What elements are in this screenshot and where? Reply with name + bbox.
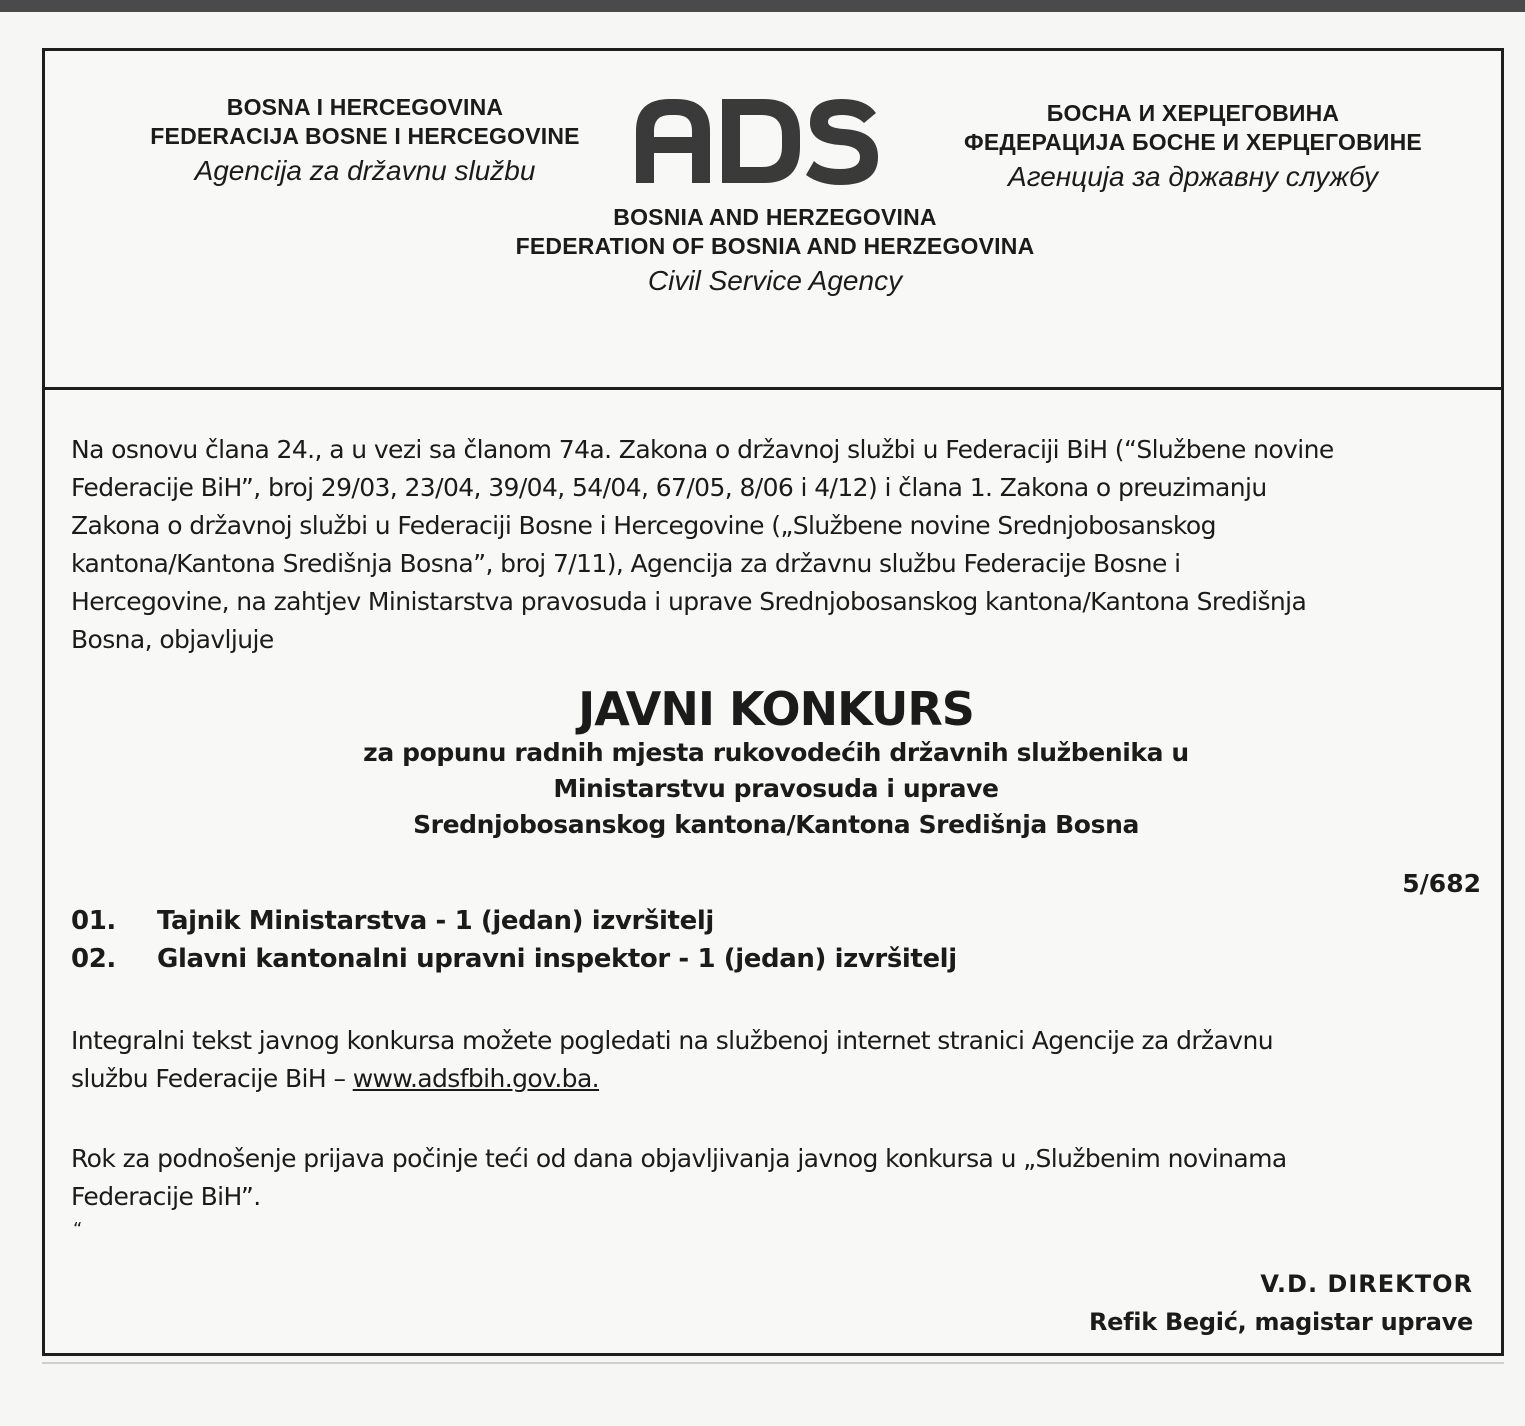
list-item [71, 902, 1481, 940]
header-cyrillic-block [913, 99, 1473, 194]
intro-paragraph [71, 431, 1481, 659]
list-item [71, 940, 1481, 978]
notice-header [45, 51, 1501, 390]
scan-bottom-edge [42, 1362, 1504, 1364]
notice-title: JAVNI KONKURS [578, 682, 974, 736]
header-cyrillic-country: БОСНА И ХЕРЦЕГОВИНА [1046, 100, 1340, 126]
paragraph-line: Rok za podnošenje prijava počinje teći od dana objavljivanja javnog konkursa u „Službenim novinama [71, 1144, 1287, 1173]
header-latin-agency: Agencija za državnu službu [194, 154, 536, 186]
full-text-paragraph [71, 1022, 1481, 1098]
signature-title: V.D. DIREKTOR [1260, 1270, 1473, 1298]
signature-name: Refik Begić, magistar uprave [1089, 1308, 1473, 1336]
header-latin-block [105, 93, 625, 188]
position-text: Tajnik Ministarstva - 1 (jedan) izvršitelj [157, 906, 714, 936]
header-english-country: BOSNIA AND HERZEGOVINA [613, 204, 937, 230]
header-cyrillic-federation: ФЕДЕРАЦИЈА БОСНЕ И ХЕРЦЕГОВИНЕ [964, 128, 1422, 155]
agency-website-link[interactable]: www.adsfbih.gov.ba. [352, 1064, 600, 1093]
positions-list [71, 902, 1481, 978]
intro-line: Federacije BiH”, broj 29/03, 23/04, 39/04, 54/04, 67/05, 8/06 i 4/12) i člana 1. Zakona o preuzimanju [71, 473, 1267, 502]
intro-line: Bosna, objavljuje [71, 625, 274, 654]
intro-line: kantona/Kantona Središnja Bosna”, broj 7/11), Agencija za državnu službu Federacije Bosne i [71, 549, 1181, 578]
header-english-block [465, 203, 1085, 298]
header-cyrillic-agency: Агенција за државну службу [1008, 160, 1378, 192]
paragraph-line: Integralni tekst javnog konkursa možete pogledati na službenoj internet stranici Agencije za državnu [71, 1026, 1273, 1055]
position-number: 01. [71, 906, 116, 936]
header-latin-country: BOSNA I HERCEGOVINA [226, 94, 504, 120]
header-latin-federation: FEDERACIJA BOSNE I HERCEGOVINE [150, 122, 580, 149]
intro-line: Na osnovu člana 24., a u vezi sa članom 74a. Zakona o državnoj službi u Federaciji BiH (“Službene novine [71, 435, 1334, 464]
notice-frame [42, 48, 1504, 1356]
header-english-agency: Civil Service Agency [647, 264, 903, 296]
position-number: 02. [71, 944, 116, 974]
subtitle-line: Ministarstvu pravosuda i uprave [553, 774, 999, 803]
intro-line: Hercegovine, na zahtjev Ministarstva pravosuda i uprave Srednjobosanskog kantona/Kantona Središnja [71, 587, 1307, 616]
paragraph-line [71, 1060, 1481, 1098]
deadline-paragraph [71, 1140, 1481, 1216]
position-text: Glavni kantonalni upravni inspektor - 1 (jedan) izvršitelj [157, 944, 957, 974]
subtitle-line: za popunu radnih mjesta rukovodećih državnih službenika u [363, 738, 1189, 767]
reference-number: 5/682 [1402, 869, 1481, 898]
paragraph-text: službu Federacije BiH – [71, 1064, 353, 1093]
notice-subtitle [71, 735, 1481, 843]
paragraph-line: Federacije BiH”. [71, 1182, 261, 1211]
stray-quote-mark: “ [73, 1219, 83, 1240]
scan-top-strip [0, 0, 1525, 12]
header-english-federation: FEDERATION OF BOSNIA AND HERZEGOVINA [515, 232, 1035, 259]
ads-logo [630, 91, 880, 187]
signature-block [1089, 1265, 1473, 1341]
subtitle-line: Srednjobosanskog kantona/Kantona Središnja Bosna [413, 810, 1139, 839]
intro-line: Zakona o državnoj službi u Federaciji Bosne i Hercegovine („Službene novine Srednjobosanskog [71, 511, 1216, 540]
notice-body [71, 431, 1481, 1240]
